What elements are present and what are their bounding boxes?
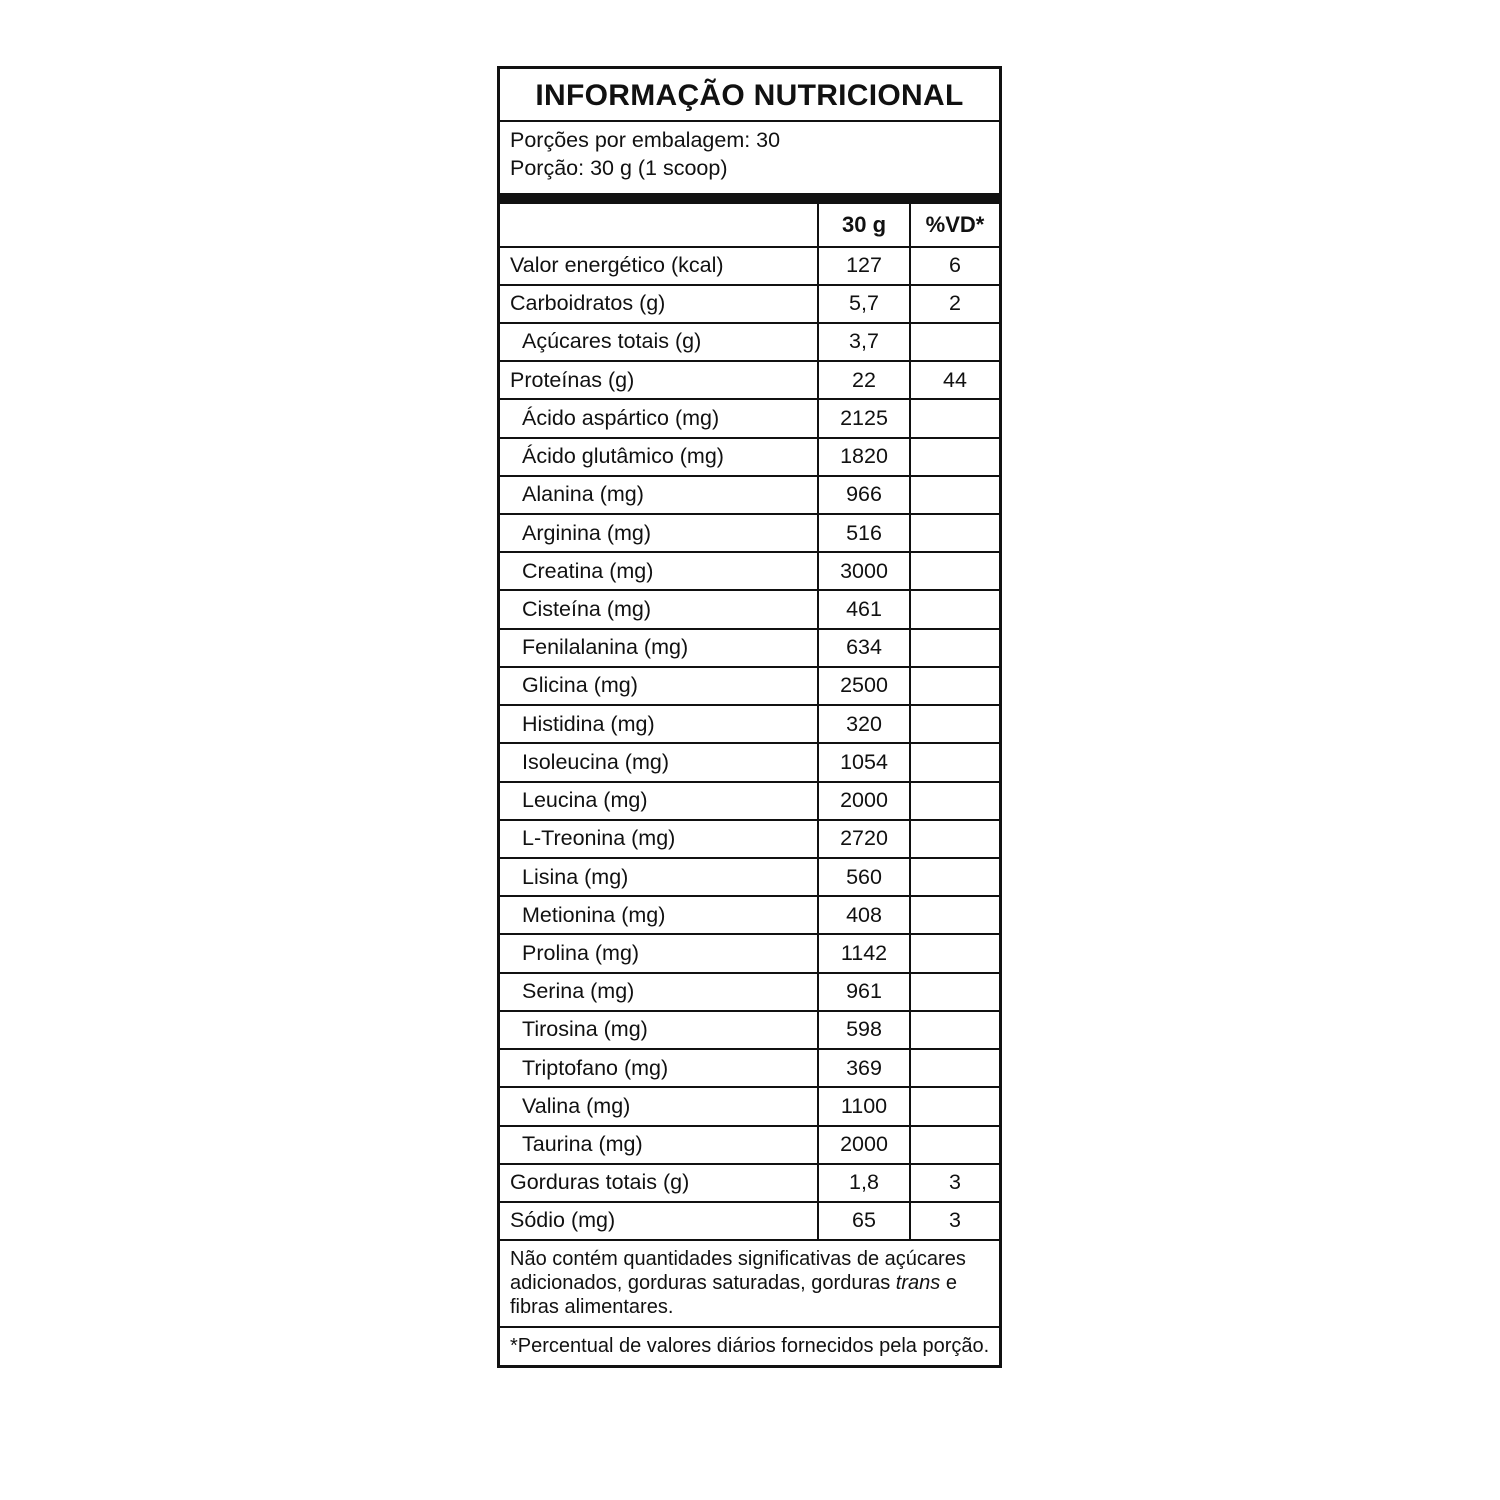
table-row [500,361,999,399]
nutrient-amount: 1100 [818,1087,910,1125]
nutrient-amount: 598 [818,1011,910,1049]
nutrient-daily-value: 6 [910,247,999,285]
nutrient-amount: 1820 [818,438,910,476]
table-row [500,1049,999,1087]
table-row [500,590,999,628]
nutrient-amount: 516 [818,514,910,552]
serving-size: Porção: 30 g (1 scoop) [510,156,728,181]
nutrient-daily-value [910,323,999,361]
nutrition-facts-label [497,66,1002,1368]
nutrient-name: Triptofano (mg) [500,1049,818,1087]
nutrient-daily-value [910,705,999,743]
table-row [500,476,999,514]
footnote-text-b: e fibras alimentares. [510,1272,957,1319]
table-row [500,323,999,361]
table-row [500,629,999,667]
table-row [500,705,999,743]
servings-per-package: Porções por embalagem: 30 [510,128,781,152]
nutrient-name: Histidina (mg) [500,705,818,743]
nutrient-name: Alanina (mg) [500,476,818,514]
footnote-text-italic: trans [895,1272,941,1295]
table-row [500,285,999,323]
nutrient-name: Taurina (mg) [500,1126,818,1164]
table-row [500,247,999,285]
table-row [500,782,999,820]
nutrient-daily-value [910,858,999,896]
page-title: INFORMAÇÃO NUTRICIONAL [535,79,964,112]
nutrient-name: Açúcares totais (g) [500,323,818,361]
table-row [500,399,999,437]
nutrient-amount: 3,7 [818,323,910,361]
nutrient-name: Ácido glutâmico (mg) [500,438,818,476]
nutrient-daily-value [910,782,999,820]
nutrient-amount: 461 [818,590,910,628]
table-row [500,1126,999,1164]
nutrient-daily-value: 3 [910,1202,999,1240]
nutrient-name: Prolina (mg) [500,934,818,972]
serving-info [500,122,999,187]
table-header-row [500,204,999,247]
table-row [500,743,999,781]
table-row [500,1202,999,1240]
nutrient-name: Glicina (mg) [500,667,818,705]
table-row [500,973,999,1011]
nutrient-amount: 2000 [818,1126,910,1164]
nutrient-amount: 22 [818,361,910,399]
thick-divider [500,193,999,204]
nutrient-name: Ácido aspártico (mg) [500,399,818,437]
table-row [500,934,999,972]
nutrient-amount: 320 [818,705,910,743]
table-row [500,514,999,552]
table-row [500,820,999,858]
nutrient-name: Lisina (mg) [500,858,818,896]
nutrient-amount: 2000 [818,782,910,820]
nutrient-name: Creatina (mg) [500,552,818,590]
nutrient-name: Tirosina (mg) [500,1011,818,1049]
footnote-text-a: Não contém quantidades significativas de açúcares adicionados, gorduras saturadas, gorduras [510,1248,966,1295]
nutrition-table [500,204,999,1241]
nutrient-name: Carboidratos (g) [500,285,818,323]
nutrient-amount: 1142 [818,934,910,972]
nutrient-name: Serina (mg) [500,973,818,1011]
column-header-amount: 30 g [818,204,910,247]
nutrient-name: Leucina (mg) [500,782,818,820]
nutrient-amount: 2720 [818,820,910,858]
table-row [500,1164,999,1202]
nutrient-amount: 369 [818,1049,910,1087]
nutrient-amount: 408 [818,896,910,934]
table-row [500,1011,999,1049]
nutrient-daily-value [910,514,999,552]
nutrient-amount: 961 [818,973,910,1011]
nutrient-daily-value [910,438,999,476]
column-header-dv: %VD* [910,204,999,247]
table-row [500,438,999,476]
nutrient-name: L-Treonina (mg) [500,820,818,858]
nutrient-daily-value [910,552,999,590]
nutrient-name: Cisteína (mg) [500,590,818,628]
nutrient-name: Gorduras totais (g) [500,1164,818,1202]
nutrient-daily-value [910,1011,999,1049]
table-row [500,667,999,705]
table-row [500,896,999,934]
nutrient-daily-value [910,667,999,705]
nutrient-daily-value: 3 [910,1164,999,1202]
nutrient-amount: 560 [818,858,910,896]
nutrient-amount: 5,7 [818,285,910,323]
nutrient-name: Valor energético (kcal) [500,247,818,285]
nutrient-name: Valina (mg) [500,1087,818,1125]
nutrient-daily-value [910,399,999,437]
nutrient-daily-value [910,934,999,972]
nutrient-amount: 1,8 [818,1164,910,1202]
nutrient-name: Sódio (mg) [500,1202,818,1240]
nutrient-daily-value [910,590,999,628]
nutrient-amount: 634 [818,629,910,667]
nutrient-daily-value [910,1087,999,1125]
nutrient-amount: 127 [818,247,910,285]
nutrient-name: Isoleucina (mg) [500,743,818,781]
nutrient-name: Proteínas (g) [500,361,818,399]
nutrient-daily-value [910,743,999,781]
table-row [500,552,999,590]
footnote-no-significant-amounts [500,1241,999,1326]
nutrient-name: Arginina (mg) [500,514,818,552]
nutrient-name: Fenilalanina (mg) [500,629,818,667]
nutrient-amount: 966 [818,476,910,514]
nutrient-daily-value [910,896,999,934]
nutrient-daily-value: 44 [910,361,999,399]
nutrient-daily-value [910,1126,999,1164]
nutrient-name: Metionina (mg) [500,896,818,934]
nutrient-daily-value [910,476,999,514]
nutrient-amount: 1054 [818,743,910,781]
table-row [500,858,999,896]
nutrient-daily-value [910,629,999,667]
nutrient-daily-value [910,1049,999,1087]
column-header-nutrient [500,204,818,247]
nutrient-daily-value: 2 [910,285,999,323]
nutrient-daily-value [910,820,999,858]
table-row [500,1087,999,1125]
nutrient-daily-value [910,973,999,1011]
nutrient-amount: 2500 [818,667,910,705]
nutrient-amount: 3000 [818,552,910,590]
footnote-daily-values: *Percentual de valores diários fornecidos pela porção. [500,1326,999,1365]
nutrient-amount: 2125 [818,399,910,437]
nutrient-amount: 65 [818,1202,910,1240]
